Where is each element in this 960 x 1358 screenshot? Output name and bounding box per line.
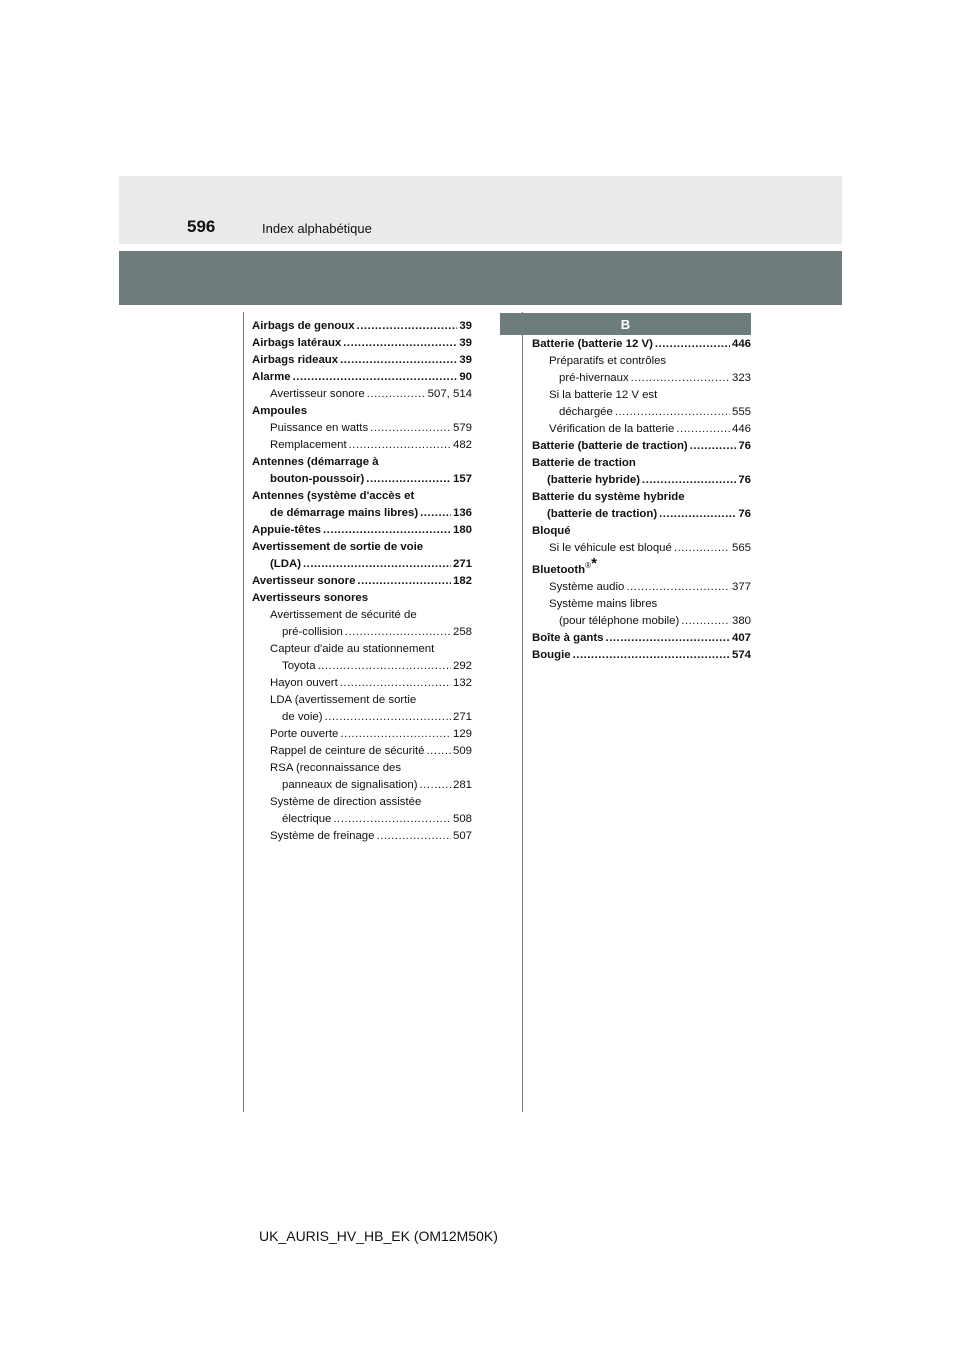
index-entry (252, 556, 472, 573)
index-entry (252, 318, 472, 335)
index-entry (252, 675, 472, 692)
index-page-ref: 574 (731, 648, 751, 661)
index-term: Bougie (532, 648, 571, 661)
index-term: Batterie (batterie 12 V) (532, 338, 653, 350)
middle-column-rule (522, 312, 523, 1112)
header-top-band (119, 176, 842, 244)
letter-heading-bar (500, 313, 751, 335)
dot-leader (303, 556, 451, 573)
index-heading (252, 488, 472, 505)
index-term: Vérification de la batterie (549, 423, 675, 435)
index-entry (532, 472, 751, 489)
index-term: Système audio (549, 580, 625, 593)
index-term: Avertissement de sécurité de (270, 609, 417, 621)
dot-leader (325, 709, 451, 726)
dot-leader (420, 505, 451, 522)
index-heading (252, 539, 472, 556)
index-entry (532, 404, 751, 421)
index-page-ref: 76 (738, 440, 751, 452)
index-term: Airbags latéraux (252, 337, 342, 349)
index-term: Bloqué (532, 525, 571, 537)
index-entry (532, 613, 751, 630)
dot-leader (690, 438, 737, 455)
index-page-ref: 129 (452, 728, 472, 740)
dot-leader (345, 624, 451, 641)
index-entry (252, 777, 472, 794)
index-entry (252, 573, 472, 590)
section-title: Index alphabétique (262, 221, 372, 236)
index-page-ref: 377 (731, 580, 751, 593)
index-entry (252, 505, 472, 522)
dot-leader (349, 437, 451, 454)
dot-leader (366, 471, 451, 488)
index-term: Remplacement (270, 439, 347, 451)
dot-leader (370, 420, 451, 437)
index-page-ref: 90 (459, 371, 472, 383)
index-term: (pour téléphone mobile) (559, 614, 680, 627)
index-heading (252, 590, 472, 607)
index-page-ref: 507 (452, 830, 472, 842)
index-term: Ampoules (252, 405, 308, 417)
index-entry (532, 336, 751, 353)
index-term: Système de freinage (270, 830, 375, 842)
index-column-right (532, 336, 751, 664)
dot-leader (573, 647, 730, 664)
index-term: Puissance en watts (270, 422, 369, 434)
index-entry (532, 506, 751, 523)
index-page-ref: 380 (731, 614, 751, 627)
index-term: Batterie du système hybride (532, 491, 685, 503)
index-page-ref: 446 (731, 338, 751, 350)
index-entry (252, 352, 472, 369)
index-page-ref: 39 (459, 354, 472, 366)
index-page-ref: 182 (452, 575, 472, 587)
dot-leader (340, 726, 451, 743)
index-page-ref: 258 (452, 626, 472, 638)
index-heading (532, 596, 751, 613)
index-term: Hayon ouvert (270, 677, 338, 689)
index-term: panneaux de signalisation) (282, 779, 418, 791)
index-heading (532, 523, 751, 540)
index-heading (252, 454, 472, 471)
dot-leader (420, 777, 451, 794)
index-term: pré-collision (282, 626, 343, 638)
index-heading (532, 353, 751, 370)
index-term: Rappel de ceinture de sécurité (270, 745, 425, 757)
index-term: Avertisseur sonore (270, 388, 365, 400)
dot-leader (340, 675, 451, 692)
index-page-ref: 271 (452, 711, 472, 723)
registered-mark: ® (585, 561, 592, 570)
dot-leader (659, 506, 736, 523)
index-term: (batterie de traction) (547, 508, 658, 520)
index-heading (532, 557, 751, 579)
index-term: Antennes (démarrage à (252, 456, 379, 468)
dot-leader (357, 573, 451, 590)
index-heading (252, 760, 472, 777)
page-number: 596 (187, 217, 216, 236)
dot-leader (655, 336, 730, 353)
index-term: Système de direction assistée (270, 796, 422, 808)
index-term: Bluetooth (532, 563, 586, 576)
index-heading (252, 607, 472, 624)
index-heading (252, 692, 472, 709)
dot-leader (427, 743, 451, 760)
index-entry (532, 540, 751, 557)
index-term: Boîte à gants (532, 631, 604, 644)
index-entry (532, 579, 751, 596)
index-heading (252, 641, 472, 658)
index-page-ref: 76 (738, 508, 751, 520)
index-term: bouton-poussoir) (270, 473, 365, 485)
index-entry (252, 369, 472, 386)
index-term: Préparatifs et contrôles (549, 355, 667, 367)
index-page-ref: 446 (731, 423, 751, 435)
index-term: Batterie (batterie de traction) (532, 440, 688, 452)
index-entry (532, 630, 751, 647)
index-column-left (252, 318, 472, 845)
header-dark-band (119, 251, 842, 305)
index-entry (252, 658, 472, 675)
index-term: Antennes (système d'accès et (252, 490, 415, 502)
index-term: Si le véhicule est bloqué (549, 542, 672, 554)
index-term: Appuie-têtes (252, 524, 321, 536)
footnote-star: * (591, 555, 597, 572)
index-entry (252, 471, 472, 488)
index-term: pré-hivernaux (559, 372, 629, 384)
index-entry (252, 811, 472, 828)
index-page-ref: 509 (452, 745, 472, 757)
dot-leader (674, 540, 730, 557)
index-entry (532, 647, 751, 664)
index-entry (252, 743, 472, 760)
index-term: Avertisseur sonore (252, 575, 356, 587)
left-column-rule (243, 312, 244, 1112)
index-term: Toyota (282, 660, 316, 672)
index-entry (252, 828, 472, 845)
letter-heading: B (620, 316, 631, 332)
index-page-ref: 292 (452, 660, 472, 672)
index-entry (252, 386, 472, 403)
index-term: Batterie de traction (532, 457, 636, 469)
index-entry (252, 726, 472, 743)
index-term: déchargée (559, 406, 613, 418)
index-term: Alarme (252, 371, 291, 383)
dot-leader (293, 369, 458, 386)
index-term: Si la batterie 12 V est (549, 389, 658, 401)
index-page-ref: 132 (452, 677, 472, 689)
index-page-ref: 507, 514 (427, 388, 472, 400)
index-entry (252, 420, 472, 437)
index-entry (252, 335, 472, 352)
index-term: Airbags de genoux (252, 320, 355, 332)
dot-leader (606, 630, 730, 647)
index-page-ref: 482 (452, 439, 472, 451)
index-term: Système mains libres (549, 597, 658, 610)
index-term: Airbags rideaux (252, 354, 339, 366)
index-heading (252, 403, 472, 420)
index-page-ref: 323 (731, 372, 751, 384)
index-page-ref: 281 (452, 779, 472, 791)
index-page-ref: 271 (452, 558, 472, 570)
index-entry (252, 624, 472, 641)
dot-leader (615, 404, 730, 421)
index-page-ref: 136 (452, 507, 472, 519)
index-page-ref: 508 (452, 813, 472, 825)
dot-leader (340, 352, 457, 369)
index-heading (532, 455, 751, 472)
index-entry (252, 437, 472, 454)
index-entry (252, 709, 472, 726)
dot-leader (681, 613, 730, 630)
index-term: de démarrage mains libres) (270, 507, 419, 519)
index-term: Avertissement de sortie de voie (252, 541, 424, 553)
index-term: électrique (282, 813, 332, 825)
index-heading (532, 489, 751, 506)
dot-leader (642, 472, 736, 489)
index-term: de voie) (282, 711, 323, 723)
index-term: RSA (reconnaissance des (270, 762, 402, 774)
index-term: (LDA) (270, 558, 301, 570)
index-heading (532, 387, 751, 404)
index-term: Capteur d'aide au stationnement (270, 643, 435, 655)
index-page-ref: 76 (738, 474, 751, 486)
index-term: (batterie hybride) (547, 474, 641, 486)
index-page-ref: 39 (459, 320, 472, 332)
index-page-ref: 180 (452, 524, 472, 536)
dot-leader (367, 386, 426, 403)
dot-leader (357, 318, 458, 335)
document-code: UK_AURIS_HV_HB_EK (OM12M50K) (259, 1228, 498, 1244)
dot-leader (631, 370, 730, 387)
dot-leader (323, 522, 451, 539)
dot-leader (318, 658, 451, 675)
index-page-ref: 39 (459, 337, 472, 349)
dot-leader (626, 579, 730, 596)
index-page-ref: 555 (731, 406, 751, 418)
index-term: LDA (avertissement de sortie (270, 694, 417, 706)
dot-leader (676, 421, 730, 438)
index-entry (252, 522, 472, 539)
dot-leader (333, 811, 451, 828)
index-term: Porte ouverte (270, 728, 339, 740)
index-entry (532, 421, 751, 438)
dot-leader (343, 335, 457, 352)
index-page-ref: 407 (731, 631, 751, 644)
index-term: Avertisseurs sonores (252, 592, 369, 604)
index-heading (252, 794, 472, 811)
index-page-ref: 565 (731, 542, 751, 554)
index-page-ref: 579 (452, 422, 472, 434)
index-entry (532, 438, 751, 455)
index-entry (532, 370, 751, 387)
index-page-ref: 157 (452, 473, 472, 485)
dot-leader (376, 828, 451, 845)
